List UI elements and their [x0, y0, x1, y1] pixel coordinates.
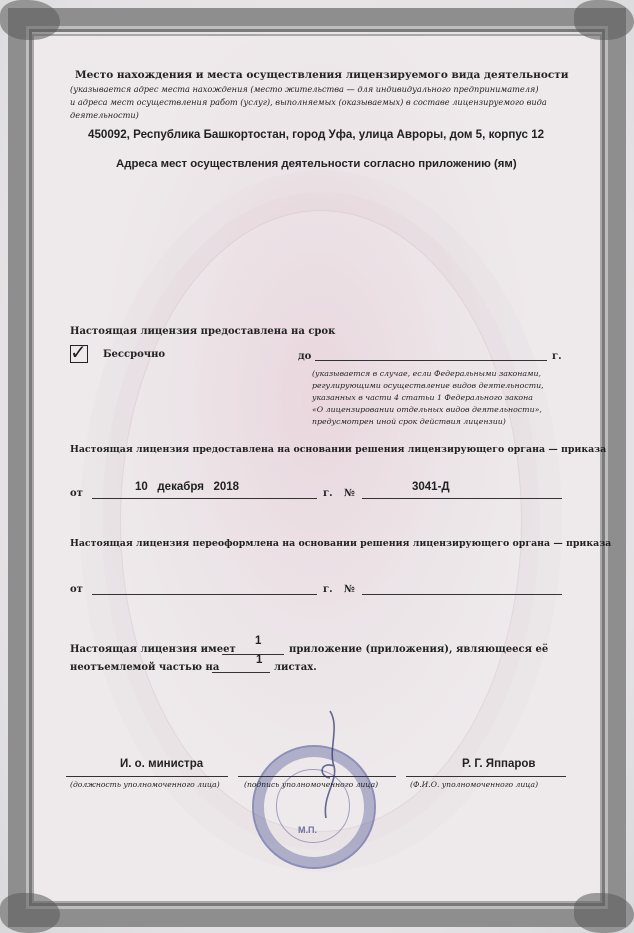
- signatory-name: Р. Г. Яппаров: [462, 758, 536, 770]
- signatory-position: И. о. министра: [120, 758, 204, 770]
- handwritten-signature: [300, 706, 360, 826]
- reissue-date-line: [92, 594, 317, 595]
- reissue-number-sign: №: [344, 584, 355, 595]
- name-caption: (Ф.И.О. уполномоченного лица): [410, 780, 539, 789]
- signature-caption: (подпись уполномоченного лица): [244, 780, 379, 789]
- appendix-count-line: [222, 654, 284, 655]
- basis-from: от: [70, 488, 83, 499]
- term-note-2: регулирующими осуществление видов деятельности,: [312, 381, 544, 390]
- term-note-1: (указывается в случае, если Федеральными законами,: [312, 369, 541, 378]
- until-prefix: до: [298, 351, 312, 362]
- appendix-count: 1: [255, 635, 262, 647]
- appendix-prefix: Настоящая лицензия имеет: [70, 644, 236, 655]
- sheets-count-line: [212, 672, 270, 673]
- until-suffix: г.: [552, 351, 562, 362]
- signature-line: [238, 776, 396, 777]
- sheets-prefix: неотъемлемой частью на: [70, 662, 220, 673]
- reissue-number-line: [362, 594, 562, 595]
- term-note-4: «О лицензировании отдельных видов деятельности»,: [312, 405, 542, 414]
- appendix-addresses: Адреса мест осуществления деятельности согласно приложению (ям): [116, 158, 517, 170]
- seal-mp: М.П.: [298, 825, 317, 835]
- appendix-suffix: приложение (приложения), являющееся её: [289, 644, 549, 655]
- location-heading: Место нахождения и места осуществления лицензируемого вида деятельности: [75, 69, 569, 81]
- corner-ornament-top-left: [0, 0, 60, 40]
- position-caption: (должность уполномоченного лица): [70, 780, 220, 789]
- reissue-year-suffix: г.: [323, 584, 333, 595]
- sheets-count: 1: [256, 654, 263, 666]
- sheets-suffix: листах.: [274, 662, 317, 673]
- termless-label: Бессрочно: [103, 349, 166, 360]
- check-icon: ✓: [70, 340, 87, 364]
- basis-number-sign: №: [344, 488, 355, 499]
- location-note-1: (указывается адрес места нахождения (место жительства — для индивидуального предпринимателя): [70, 84, 539, 94]
- basis-number: 3041-Д: [412, 481, 450, 493]
- basis-date-line: [92, 498, 317, 499]
- term-label: Настоящая лицензия предоставлена на срок: [70, 326, 336, 337]
- corner-ornament-bottom-right: [574, 893, 634, 933]
- term-note-5: предусмотрен иной срок действия лицензии): [312, 417, 506, 426]
- name-line: [406, 776, 566, 777]
- position-line: [66, 776, 228, 777]
- termless-checkbox: [70, 340, 88, 364]
- corner-ornament-top-right: [574, 0, 634, 40]
- address-value: 450092, Республика Башкортостан, город Уфа, улица Авроры, дом 5, корпус 12: [88, 128, 545, 141]
- reissue-from: от: [70, 584, 83, 595]
- basis-year-suffix: г.: [323, 488, 333, 499]
- basis-label: Настоящая лицензия предоставлена на основании решения лицензирующего органа — приказа: [70, 444, 607, 455]
- location-note-3: деятельности): [70, 110, 139, 120]
- basis-number-line: [362, 498, 562, 499]
- reissue-label: Настоящая лицензия переоформлена на основании решения лицензирующего органа — приказа: [70, 538, 612, 549]
- until-date-line: [315, 360, 547, 361]
- term-note-3: указанных в части 4 статьи 1 Федерального закона: [312, 393, 533, 402]
- corner-ornament-bottom-left: [0, 893, 60, 933]
- basis-date: 10 декабря 2018: [135, 481, 240, 493]
- location-note-2: и адреса мест осуществления работ (услуг), выполняемых (оказываемых) в составе лицензируемого вида: [70, 97, 547, 107]
